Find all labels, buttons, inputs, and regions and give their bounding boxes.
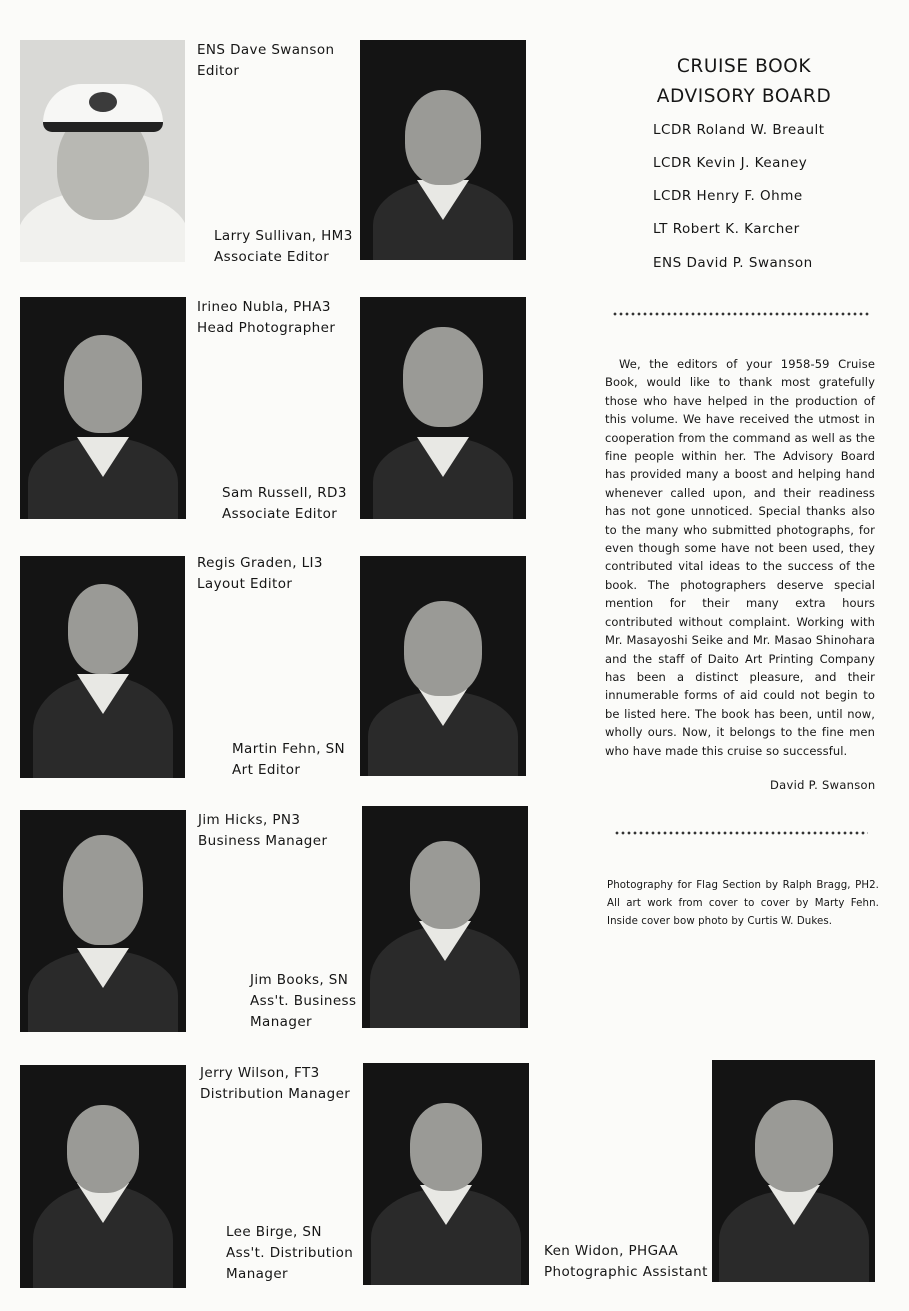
photo-jim-hicks <box>20 810 186 1032</box>
photo-sam-russell <box>360 297 526 519</box>
title-line-1: CRUISE BOOK <box>676 56 812 77</box>
caption-associate-editor-1 <box>214 226 353 268</box>
editors-message: We, the editors of your 1958-59 Cruise Book, would like to thank most gratefully those who have helped in the production of this volume. We have received the utmost in cooperation from the command as well as the fine people within her. The Advisory Board has provided many a boost and helping hand whenever called upon, and their readiness has not gone unnoticed. Special thanks also to the many who submitted photographs, for even though some have not been used, they contributed vital ideas to the success of the book. The photographers deserve special mention for their many extra hours contributed without complaint. Working with Mr. Masayoshi Seike and Mr. Masao Shinohara and the staff of Daito Art Printing Company has been a distinct pleasure, and their innumerable forms of aid could not begin to be listed here. The book has been, until now, wholly ours. Now, it belongs to the fine men who have made this cruise so successful. <box>605 357 875 758</box>
staff-name: Sam Russell, RD3 <box>222 485 347 501</box>
staff-name: Jim Books, SN <box>250 972 349 988</box>
photo-irineo-nubla <box>20 297 186 519</box>
staff-role: Photographic Assistant <box>544 1264 708 1280</box>
photo-jerry-wilson <box>20 1065 186 1288</box>
caption-distribution-manager <box>200 1063 350 1105</box>
staff-role: Head Photographer <box>197 320 336 336</box>
caption-asst-business-manager <box>250 970 356 1033</box>
staff-name: Jim Hicks, PN3 <box>198 812 301 828</box>
caption-associate-editor-2 <box>222 483 347 525</box>
staff-name: Ken Widon, PHGAA <box>544 1243 679 1259</box>
caption-photographic-assistant <box>544 1241 708 1283</box>
photo-credits: Photography for Flag Section by Ralph Bragg, PH2. All art work from cover to cover by Marty Fehn. Inside cover bow photo by Curtis W. Dukes. <box>607 880 879 927</box>
staff-name: Martin Fehn, SN <box>232 741 346 757</box>
board-member: ENS David P. Swanson <box>653 255 813 271</box>
staff-role: Art Editor <box>232 762 301 778</box>
photo-larry-sullivan <box>360 40 526 260</box>
message-signature: David P. Swanson <box>770 778 876 792</box>
staff-role: Manager <box>250 1014 312 1030</box>
photo-martin-fehn <box>360 556 526 776</box>
staff-role: Layout Editor <box>197 576 293 592</box>
staff-role: Ass't. Distribution <box>226 1245 354 1261</box>
caption-layout-editor <box>197 553 323 595</box>
advisory-board-title <box>620 52 868 112</box>
staff-name: Regis Graden, LI3 <box>197 555 323 571</box>
staff-name: Larry Sullivan, HM3 <box>214 228 353 244</box>
staff-role: Associate Editor <box>214 249 330 265</box>
photo-jim-books <box>362 806 528 1028</box>
staff-role: Manager <box>226 1266 288 1282</box>
staff-role: Ass't. Business <box>250 993 357 1009</box>
caption-business-manager <box>198 810 327 852</box>
decorative-divider <box>614 830 868 836</box>
caption-head-photographer <box>197 297 335 339</box>
staff-role: Distribution Manager <box>200 1086 351 1102</box>
caption-asst-distribution-manager <box>226 1222 353 1285</box>
board-member: LCDR Henry F. Ohme <box>653 188 803 204</box>
caption-editor <box>197 40 334 82</box>
staff-name: ENS Dave Swanson <box>197 42 335 58</box>
board-member: LCDR Kevin J. Keaney <box>653 155 808 171</box>
decorative-divider <box>612 311 870 317</box>
staff-role: Business Manager <box>198 833 328 849</box>
staff-name: Lee Birge, SN <box>226 1224 322 1240</box>
photo-dave-swanson <box>20 40 185 262</box>
staff-name: Irineo Nubla, PHA3 <box>197 299 331 315</box>
photo-regis-graden <box>20 556 185 778</box>
photo-ken-widon <box>712 1060 875 1282</box>
photo-lee-birge <box>363 1063 529 1285</box>
title-line-2: ADVISORY BOARD <box>656 86 832 107</box>
board-member: LT Robert K. Karcher <box>653 221 800 237</box>
board-member: LCDR Roland W. Breault <box>653 122 825 138</box>
staff-role: Editor <box>197 63 240 79</box>
staff-role: Associate Editor <box>222 506 338 522</box>
caption-art-editor <box>232 739 345 781</box>
staff-name: Jerry Wilson, FT3 <box>200 1065 320 1081</box>
